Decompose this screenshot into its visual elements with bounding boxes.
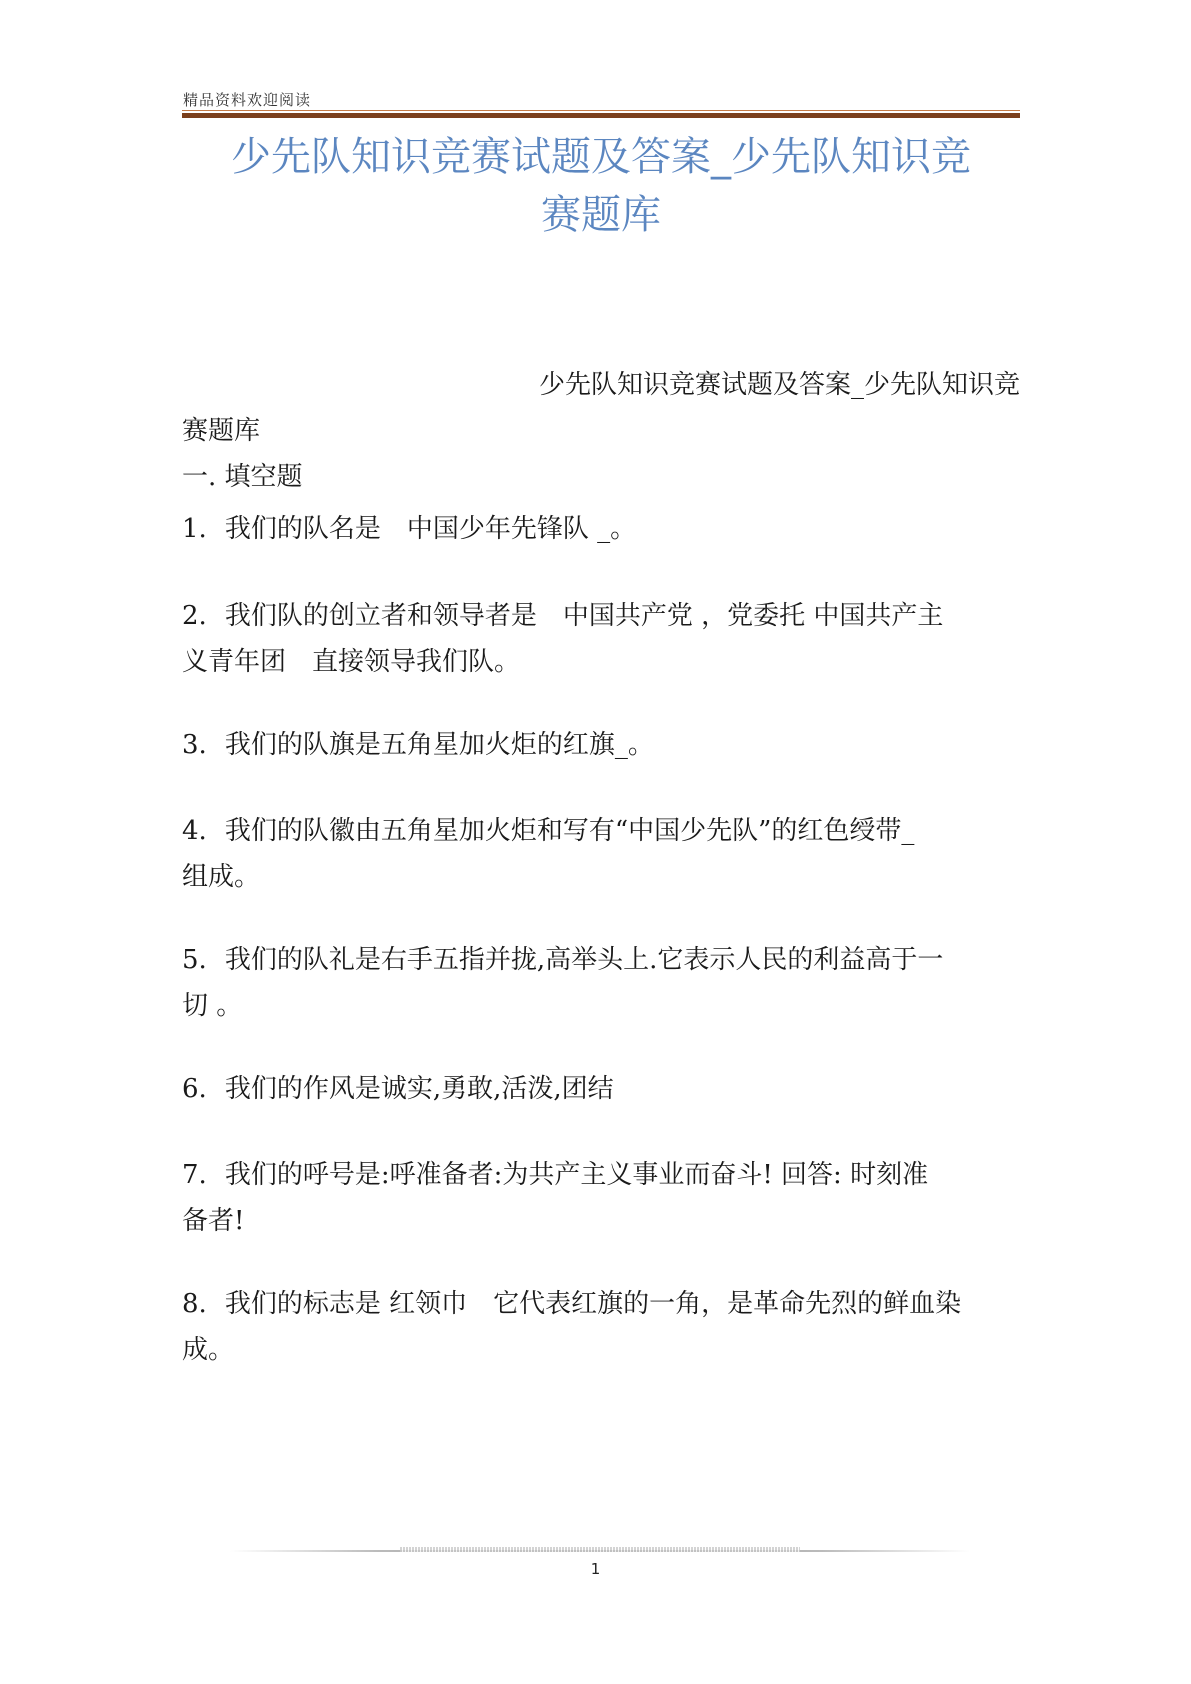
question-1: [182, 506, 1020, 552]
document-title-line-2: 赛题库: [541, 192, 661, 238]
question-text: 我们队的创立者和领导者是 中国共产党 ，党委托 中国共产主: [224, 601, 944, 631]
subtitle-line-2: 赛题库: [182, 416, 261, 446]
header-rule: [182, 110, 1020, 111]
question-number: 5.: [182, 945, 207, 975]
question-number: 4.: [182, 816, 207, 846]
page-header-text: 精品资料欢迎阅读: [183, 91, 312, 109]
question-text: 我们的标志是 红领巾 它代表红旗的一角，是革命先烈的鲜血染: [224, 1289, 962, 1319]
question-5: [182, 937, 1020, 1029]
question-4: [182, 808, 1020, 900]
question-8: [182, 1281, 1020, 1373]
header-rule-thick: [182, 113, 1020, 118]
question-number: 7.: [182, 1160, 207, 1190]
question-2: [182, 593, 1020, 685]
question-text-continued: 备者!: [182, 1206, 245, 1236]
question-number: 2.: [182, 601, 207, 631]
document-title: [182, 128, 1020, 244]
question-6: [182, 1066, 1020, 1112]
question-text: 我们的作风是诚实,勇敢,活泼,团结: [224, 1074, 614, 1104]
question-number: 8.: [182, 1289, 207, 1319]
footer-rule-decoration: [400, 1547, 800, 1552]
question-number: 6.: [182, 1074, 207, 1104]
page-number: 1: [590, 1560, 601, 1578]
question-text-continued: 成。: [182, 1335, 235, 1365]
section-heading: 一. 填空题: [182, 462, 303, 492]
question-text: 我们的队徽由五角星加火炬和写有“中国少先队”的红色绶带_: [224, 816, 915, 846]
document-title-line-1: 少先队知识竞赛试题及答案_少先队知识竞: [231, 134, 971, 180]
question-3: [182, 722, 1020, 768]
subtitle-line-1: 少先队知识竞赛试题及答案_少先队知识竞: [538, 370, 1020, 400]
question-text: 我们的队旗是五角星加火炬的红旗_。: [224, 730, 654, 760]
question-text-continued: 义青年团 直接领导我们队。: [182, 647, 521, 677]
question-text-continued: 切 。: [182, 991, 243, 1021]
question-text-continued: 组成。: [182, 862, 261, 892]
question-number: 3.: [182, 730, 207, 760]
question-number: 1.: [182, 514, 207, 544]
question-text: 我们的队礼是右手五指并拢,高举头上.它表示人民的利益高于一: [224, 945, 944, 975]
question-text: 我们的呼号是:呼准备者:为共产主义事业而奋斗! 回答: 时刻准: [224, 1160, 929, 1190]
question-text: 我们的队名是 中国少年先锋队 _。: [224, 514, 637, 544]
question-7: [182, 1152, 1020, 1244]
